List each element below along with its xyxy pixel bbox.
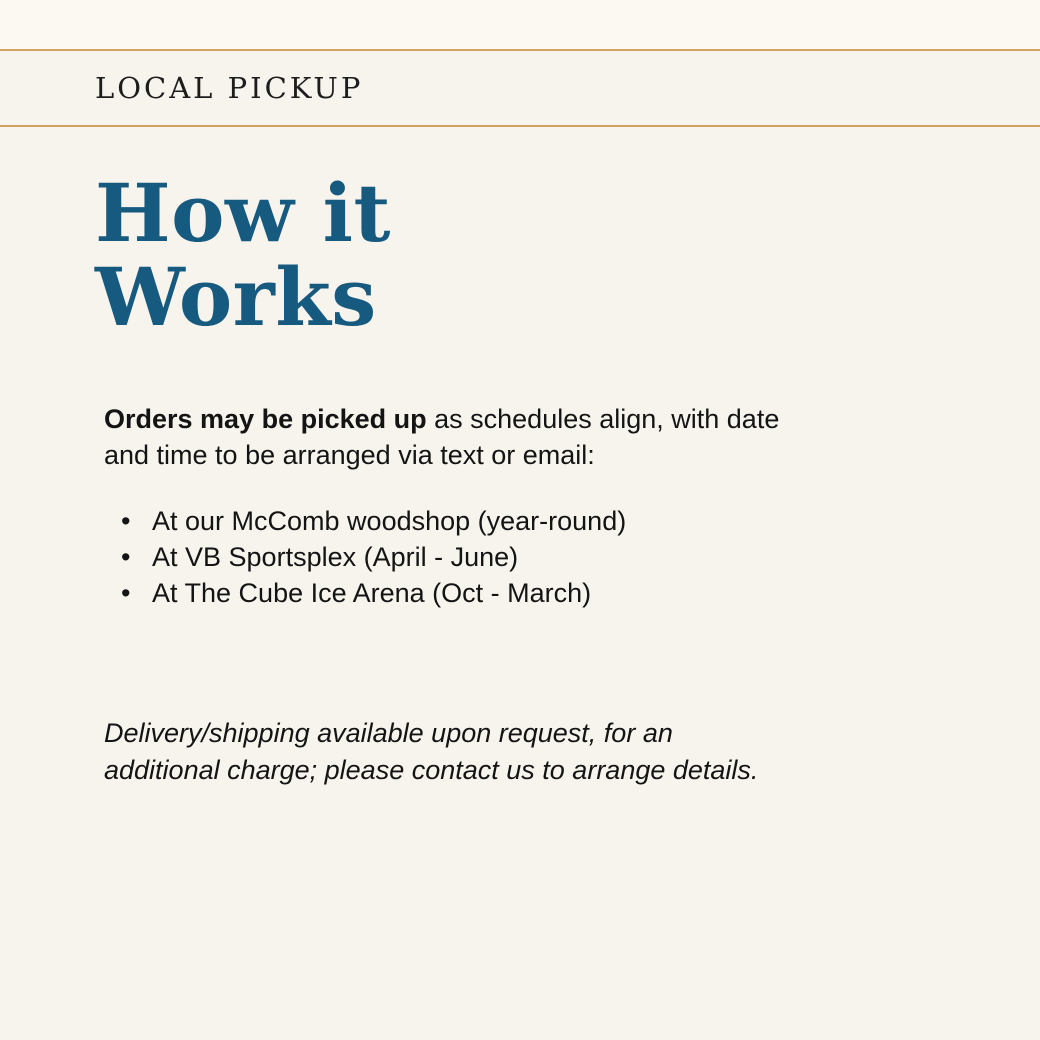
page-title-line2: Works <box>95 250 377 344</box>
section-label: LOCAL PICKUP <box>95 71 364 105</box>
intro-line1-rest: as schedules align, with date <box>426 404 780 434</box>
intro-line2: and time to be arranged via text or email: <box>104 440 595 470</box>
page-title-line1: How it <box>95 166 392 260</box>
content-area <box>0 127 1040 789</box>
section-label-band <box>0 51 1040 127</box>
delivery-note-line2: additional charge; please contact us to arrange details. <box>104 755 759 785</box>
list-item: • At our McComb woodshop (year-round) <box>104 503 950 539</box>
list-item: • At VB Sportsplex (April - June) <box>104 539 950 575</box>
intro-bold-lead: Orders may be picked up <box>104 404 427 434</box>
top-border-strip <box>0 0 1040 51</box>
list-item: • At The Cube Ice Arena (Oct - March) <box>104 575 950 611</box>
delivery-note-line1: Delivery/shipping available upon request, for an <box>104 718 673 748</box>
delivery-note <box>104 715 950 789</box>
pickup-locations-list <box>104 503 950 611</box>
page-title <box>95 166 950 344</box>
intro-paragraph <box>104 401 950 473</box>
